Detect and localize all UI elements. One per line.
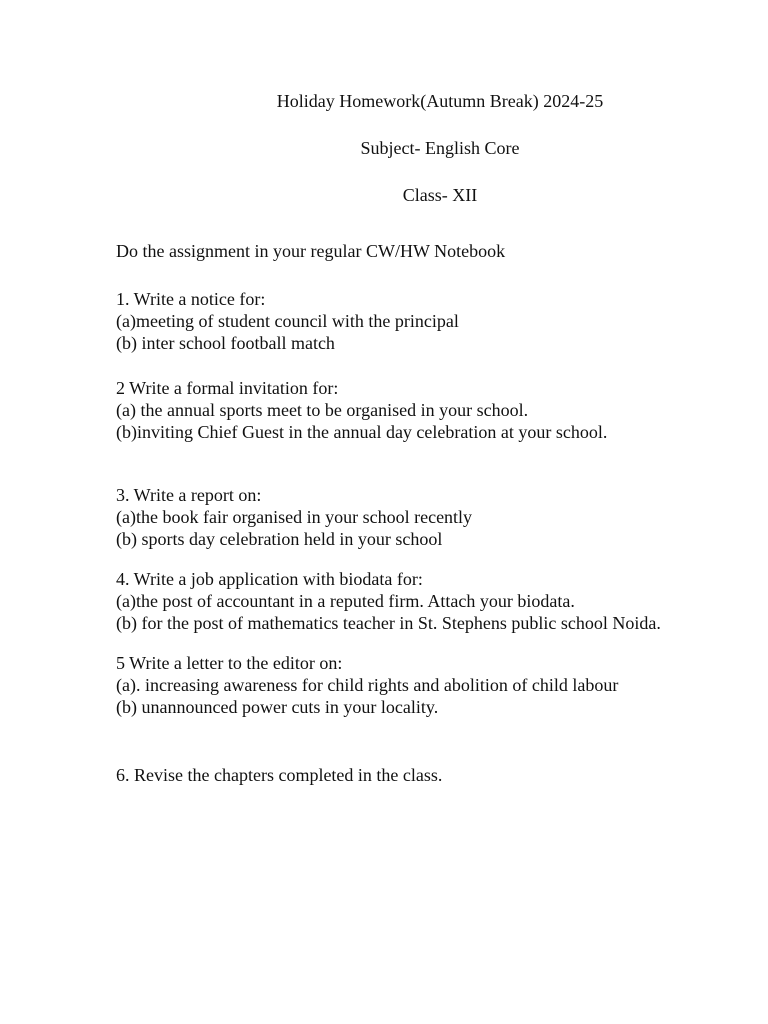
question-2-prompt: 2 Write a formal invitation for: bbox=[116, 378, 339, 398]
question-5-prompt: 5 Write a letter to the editor on: bbox=[116, 653, 343, 673]
question-1-item-b: (b) inter school football match bbox=[116, 333, 335, 353]
question-4-item-a: (a)the post of accountant in a reputed firm. Attach your biodata. bbox=[116, 591, 575, 611]
question-5-item-b: (b) unannounced power cuts in your locality. bbox=[116, 697, 439, 717]
question-1-prompt: 1. Write a notice for: bbox=[116, 289, 266, 309]
question-5-item-a: (a). increasing awareness for child rights and abolition of child labour bbox=[116, 675, 619, 695]
question-4-item-b: (b) for the post of mathematics teacher in St. Stephens public school Noida. bbox=[116, 613, 661, 633]
question-3-item-a: (a)the book fair organised in your school recently bbox=[116, 507, 473, 527]
question-2-item-a: (a) the annual sports meet to be organised in your school. bbox=[116, 400, 529, 420]
class-line: Class- XII bbox=[402, 185, 478, 205]
question-6-prompt: 6. Revise the chapters completed in the class. bbox=[116, 765, 443, 785]
question-2-item-b: (b)inviting Chief Guest in the annual day celebration at your school. bbox=[116, 422, 608, 442]
question-3-item-b: (b) sports day celebration held in your school bbox=[116, 529, 443, 549]
instruction-text: Do the assignment in your regular CW/HW Notebook bbox=[116, 241, 506, 261]
question-1-item-a: (a)meeting of student council with the principal bbox=[116, 311, 459, 331]
question-4-prompt: 4. Write a job application with biodata for: bbox=[116, 569, 423, 589]
question-3-prompt: 3. Write a report on: bbox=[116, 485, 262, 505]
subject-line: Subject- English Core bbox=[360, 138, 520, 158]
document-title: Holiday Homework(Autumn Break) 2024-25 bbox=[276, 91, 604, 111]
